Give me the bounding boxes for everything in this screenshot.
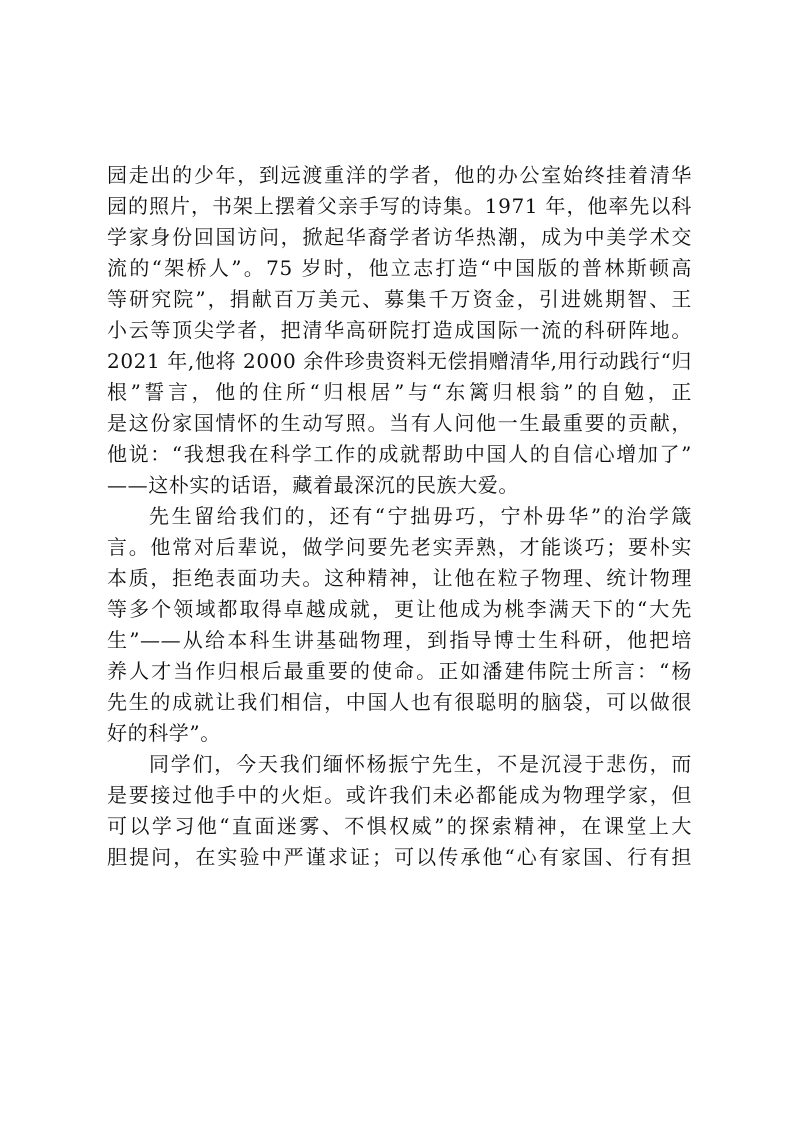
text-line: 养人才当作归根后最重要的使命。正如潘建伟院士所言：“杨	[107, 659, 692, 683]
paragraph-motto	[107, 501, 692, 749]
text-line: 是要接过他手中的火炬。或许我们未必都能成为物理学家，但	[107, 783, 692, 807]
paragraph-students	[107, 749, 692, 873]
text-line: 可以学习他“直面迷雾、不惧权威”的探索精神，在课堂上大	[107, 814, 692, 838]
text-line: 园的照片，书架上摆着父亲手写的诗集。1971 年，他率先以科	[107, 194, 692, 218]
text-line: 本质，拒绝表面功夫。这种精神，让他在粒子物理、统计物理	[107, 566, 692, 590]
text-line: 生”——从给本科生讲基础物理，到指导博士生科研，他把培	[107, 628, 692, 652]
text-line: 小云等顶尖学者，把清华高研院打造成国际一流的科研阵地。	[107, 318, 692, 342]
text-line: 是这份家国情怀的生动写照。当有人问他一生最重要的贡献，	[107, 411, 692, 435]
text-line: 好的科学”。	[107, 721, 221, 745]
text-line: 先生留给我们的，还有“宁拙毋巧，宁朴毋华”的治学箴	[149, 504, 692, 528]
text-line: 流的“架桥人”。75 岁时，他立志打造“中国版的普林斯顿高	[107, 256, 692, 280]
body-text	[107, 160, 692, 873]
text-line: 等研究院”，捐献百万美元、募集千万资金，引进姚期智、王	[107, 287, 692, 311]
text-line: 先生的成就让我们相信，中国人也有很聪明的脑袋，可以做很	[107, 690, 692, 714]
text-line: ——这朴实的话语，藏着最深沉的民族大爱。	[107, 473, 519, 497]
text-line: 他说：“我想我在科学工作的成就帮助中国人的自信心增加了”	[107, 442, 692, 466]
text-line: 等多个领域都取得卓越成就，更让他成为桃李满天下的“大先	[107, 597, 692, 621]
text-line: 园走出的少年，到远渡重洋的学者，他的办公室始终挂着清华	[107, 163, 692, 187]
text-line: 2021 年,他将 2000 余件珍贵资料无偿捐赠清华,用行动践行“归	[107, 349, 692, 373]
paragraph-continuation	[107, 160, 692, 501]
text-line: 同学们，今天我们缅怀杨振宁先生，不是沉浸于悲伤，而	[149, 752, 692, 776]
text-line: 胆提问，在实验中严谨求证；可以传承他“心有家国、行有担	[107, 845, 692, 869]
text-line: 言。他常对后辈说，做学问要先老实弄熟，才能谈巧；要朴实	[107, 535, 692, 559]
text-line: 根”誓言，他的住所“归根居”与“东篱归根翁”的自勉，正	[107, 380, 692, 404]
text-line: 学家身份回国访问，掀起华裔学者访华热潮，成为中美学术交	[107, 225, 692, 249]
